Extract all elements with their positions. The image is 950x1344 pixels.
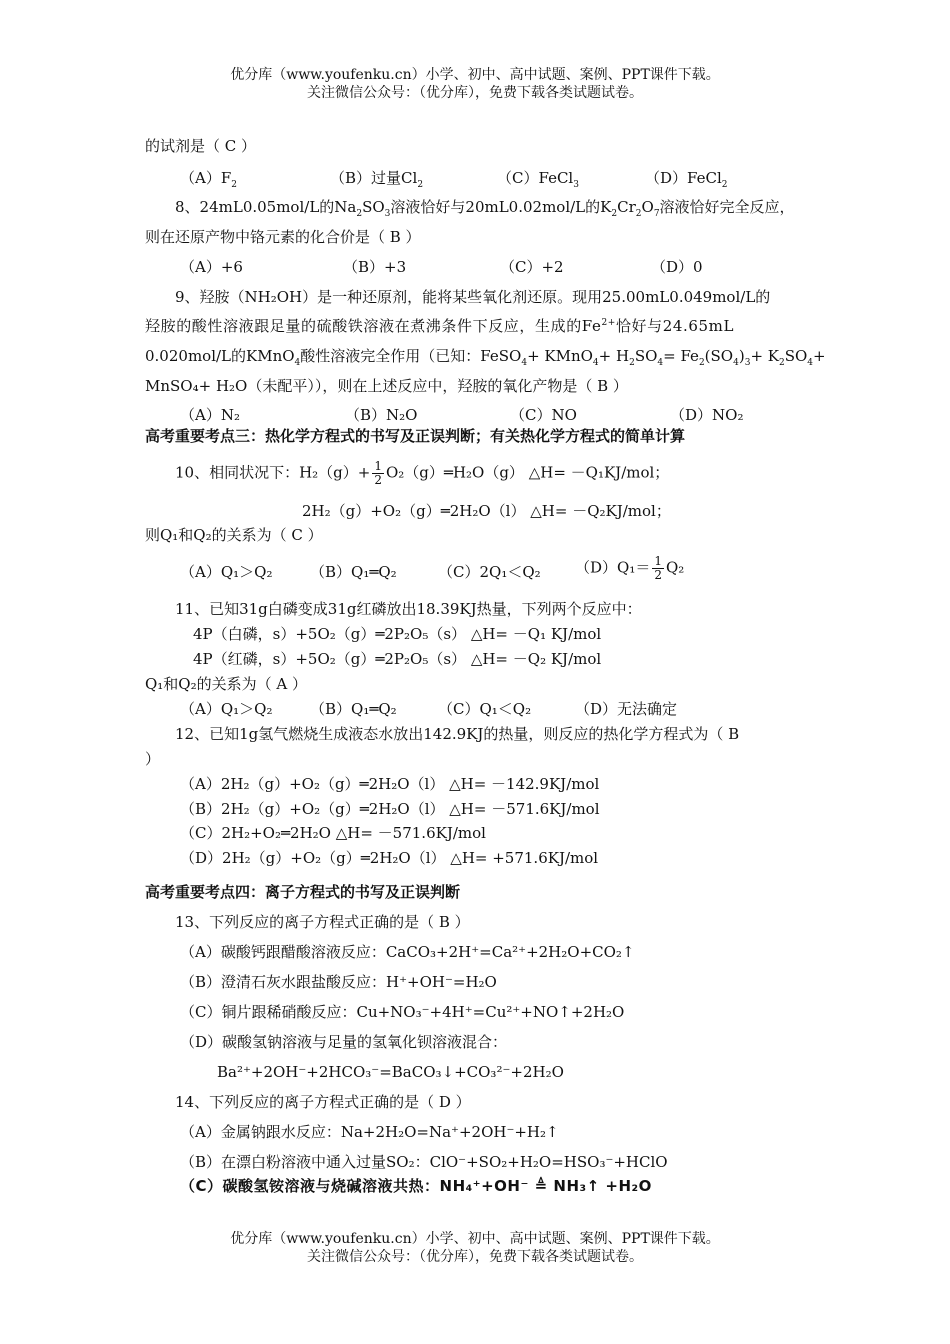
q11-line-4: Q₁和Q₂的关系为（ A ） — [145, 675, 307, 693]
q9-option-a: （A）N₂ — [180, 406, 240, 424]
q7-option-a: $(A)F_2$ — [180, 169, 237, 190]
q8-line-1: 8、24mL0.05mol/L的$Na_2SO_3$溶液恰好与20mL0.02mol/L的$K_2Cr_2O_7$溶液恰好完全反应， — [175, 198, 795, 219]
q7-option-b: （B）过量$Cl_2$ — [330, 169, 424, 190]
q10-line-1: 10、相同状况下：H₂（g）+ $\frac{1}{2}$ O₂（g）═H₂O（g） △H= －Q₁KJ/mol； — [175, 459, 670, 487]
q13-option-d: （D）碳酸氢钠溶液与足量的氢氧化钡溶液混合： — [180, 1033, 508, 1051]
q9-line-3: 0.020mol/L的KMnO$_4$酸性溶液完全作用（已知：FeSO$_4$+ KMnO$_4$+ $H_2SO_4= Fe_2(SO_4)_3+ K_2SO_4+$ — [145, 347, 826, 368]
q7-option-c: （C）FeCl$_3$ — [497, 169, 579, 190]
q11-line-3: 4P（红磷，s）+5O₂（g）═2P₂O₅（s） △H= －Q₂ KJ/mol — [193, 650, 602, 668]
q11-line-1: 11、已知31g白磷变成31g红磷放出18.39KJ热量，下列两个反应中： — [175, 600, 642, 618]
q12-line-2: ） — [145, 750, 161, 768]
q13-line-1: 13、下列反应的离子方程式正确的是（ B ） — [175, 913, 470, 931]
q14-option-a: （A）金属钠跟水反应：Na+2H₂O=Na⁺+2OH⁻+H₂↑ — [180, 1123, 559, 1141]
q12-line-1: 12、已知1g氢气燃烧生成液态水放出142.9KJ的热量，则反应的热化学方程式为（ B — [175, 725, 740, 743]
q14-option-b: （B）在漂白粉溶液中通入过量SO₂：ClO⁻+SO₂+H₂O=HSO₃⁻+HClO — [180, 1153, 668, 1171]
header-line-2: 关注微信公众号：（优分库），免费下载各类试题试卷。 — [307, 85, 643, 101]
q10-option-b: （B）Q₁═Q₂ — [310, 563, 397, 581]
q14-line-1: 14、下列反应的离子方程式正确的是（ D ） — [175, 1093, 471, 1111]
q13-option-b: （B）澄清石灰水跟盐酸反应：H⁺+OH⁻=H₂O — [180, 973, 497, 991]
q11-option-d: （D）无法确定 — [575, 700, 678, 718]
q10-option-d-fraction: $\frac{1}{2}$ — [654, 554, 662, 582]
q9-line-1: 9、羟胺（NH₂OH）是一种还原剂，能将某些氧化剂还原。现用25.00mL0.049mol/L的 — [175, 288, 771, 306]
q10-option-a: （A）Q₁＞Q₂ — [180, 563, 273, 581]
q10-line-2: 2H₂（g）+O₂（g）═2H₂O（l） △H= －Q₂KJ/mol； — [302, 502, 671, 520]
q10-option-c: （C）2Q₁＜Q₂ — [438, 563, 541, 581]
q8-line-2: 则在还原产物中铬元素的化合价是（ B ） — [145, 228, 421, 246]
q12-option-c: （C）2H₂+O₂═2H₂O △H= －571.6KJ/mol — [180, 824, 486, 842]
header-line-1: 优分库（www.youfenku.cn）小学、初中、高中试题、案例、PPT课件下载。 — [230, 67, 720, 83]
q12-option-a: （A）2H₂（g）+O₂（g）═2H₂O（l） △H= －142.9KJ/mol — [180, 775, 600, 793]
q9-option-d: （D）NO₂ — [670, 406, 744, 424]
q7-option-d: （D）FeCl$_2$ — [645, 169, 728, 190]
footer-line-1: 优分库（www.youfenku.cn）小学、初中、高中试题、案例、PPT课件下载。 — [230, 1231, 720, 1247]
q13-option-c: （C）铜片跟稀硝酸反应：Cu+NO₃⁻+4H⁺=Cu²⁺+NO↑+2H₂O — [180, 1003, 625, 1021]
q12-option-b: （B）2H₂（g）+O₂（g）═2H₂O（l） △H= －571.6KJ/mol — [180, 800, 600, 818]
q11-option-b: （B）Q₁═Q₂ — [310, 700, 397, 718]
q13-option-d-equation: Ba²⁺+2OH⁻+2HCO₃⁻=BaCO₃↓+CO₃²⁻+2H₂O — [217, 1063, 564, 1081]
q8-option-a: （A）+6 — [180, 258, 243, 276]
q9-option-b: （B）N₂O — [345, 406, 418, 424]
q10-fraction: $\frac{1}{2}$ — [374, 459, 382, 487]
q10-line-3: 则Q₁和Q₂的关系为（ C ） — [145, 526, 323, 544]
q7-tail: 的试剂是（ C ） — [145, 137, 257, 155]
q8-option-b: （B）+3 — [343, 258, 407, 276]
footer-line-2: 关注微信公众号：（优分库），免费下载各类试题试卷。 — [307, 1249, 643, 1265]
q9-line-2: 羟胺的酸性溶液跟足量的硫酸铁溶液在煮沸条件下反应，生成的$Fe^{2+}$恰好与24.65mL — [145, 317, 735, 335]
q13-option-a: （A）碳酸钙跟醋酸溶液反应：CaCO₃+2H⁺=Ca²⁺+2H₂O+CO₂↑ — [180, 943, 635, 961]
section-3-heading: 高考重要考点三：热化学方程式的书写及正误判断；有关热化学方程式的简单计算 — [145, 427, 686, 445]
q8-option-c: （C）+2 — [500, 258, 564, 276]
q11-line-2: 4P（白磷，s）+5O₂（g）═2P₂O₅（s） △H= －Q₁ KJ/mol — [193, 625, 602, 643]
q11-option-c: （C）Q₁＜Q₂ — [438, 700, 532, 718]
q12-option-d: （D）2H₂（g）+O₂（g）═2H₂O（l） △H= +571.6KJ/mol — [180, 849, 599, 867]
q11-option-a: （A）Q₁＞Q₂ — [180, 700, 273, 718]
q9-line-4: MnSO₄+ H₂O（未配平）），则在上述反应中，羟胺的氧化产物是（ B ） — [145, 377, 628, 395]
q9-option-c: （C）NO — [510, 406, 577, 424]
section-4-heading: 高考重要考点四：离子方程式的书写及正误判断 — [145, 883, 461, 901]
q8-option-d: （D）0 — [651, 258, 703, 276]
q10-option-d: （D）Q₁＝ $\frac{1}{2}$ Q₂ — [575, 554, 685, 582]
q14-option-c: （C）碳酸氢铵溶液与烧碱溶液共热：NH₄⁺+OH⁻ ≜ NH₃↑ +H₂O — [180, 1177, 652, 1195]
